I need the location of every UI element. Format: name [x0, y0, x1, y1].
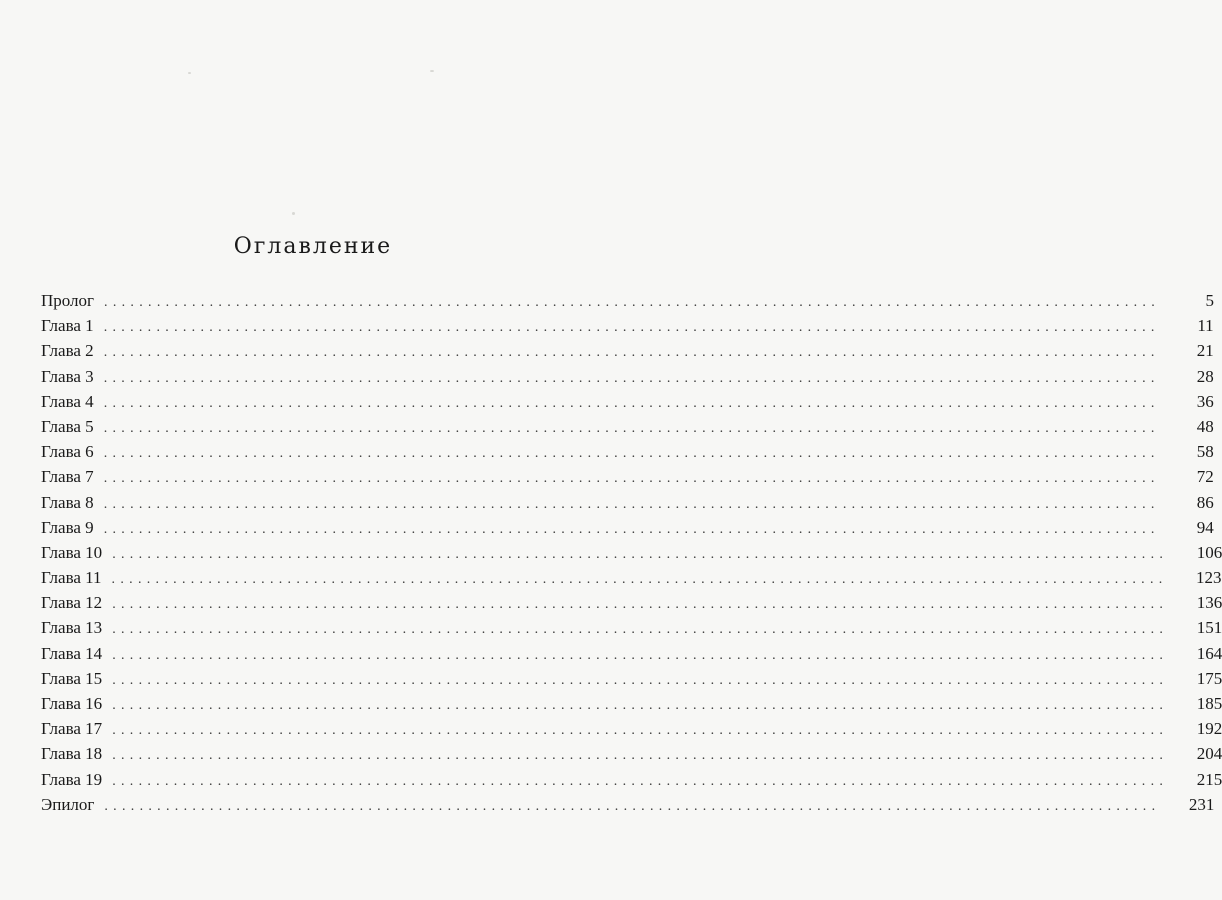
dot-leader: ........................................................................................................................: [103, 345, 1160, 361]
dot-leader: ........................................................................................................................: [104, 798, 1161, 814]
dot-leader: ........................................................................................................................: [103, 420, 1160, 436]
toc-entry[interactable]: [41, 464, 1214, 489]
toc-entry-page-number: 192: [1196, 719, 1222, 739]
toc-entry[interactable]: [41, 338, 1214, 363]
toc-entry[interactable]: [41, 439, 1214, 464]
dot-leader: ........................................................................................................................: [112, 622, 1169, 638]
dot-leader: ........................................................................................................................: [112, 723, 1169, 739]
toc-entry-label: Глава 19: [41, 769, 103, 789]
toc-list: [41, 288, 1222, 817]
toc-entry[interactable]: [41, 540, 1222, 565]
toc-entry-label: Глава 7: [41, 467, 94, 487]
toc-entry[interactable]: [41, 792, 1215, 817]
toc-entry-page-number: 185: [1196, 694, 1222, 713]
toc-entry-page-number: 48: [1196, 416, 1214, 436]
dot-leader: ........................................................................................................................: [103, 370, 1160, 386]
toc-entry[interactable]: [41, 288, 1215, 313]
toc-entry-page-number: 151: [1196, 618, 1222, 638]
toc-entry-label: Глава 8: [41, 492, 94, 512]
toc-entry-label: Глава 12: [41, 593, 103, 613]
toc-entry[interactable]: [41, 716, 1222, 741]
toc-entry-page-number: 231: [1188, 794, 1215, 814]
toc-entry-page-number: 123: [1196, 568, 1222, 588]
toc-entry[interactable]: [41, 741, 1222, 766]
toc-entry[interactable]: [41, 313, 1214, 338]
toc-entry[interactable]: [41, 389, 1214, 414]
toc-entry-label: Глава 16: [41, 694, 103, 713]
toc-entry-page-number: 136: [1196, 593, 1222, 613]
dot-leader: ........................................................................................................................: [103, 496, 1160, 512]
toc-entry-label: Глава 15: [41, 668, 103, 688]
toc-entry-label: Глава 14: [41, 643, 103, 663]
toc-entry-page-number: 86: [1196, 492, 1214, 512]
toc-entry-label: Эпилог: [41, 794, 95, 814]
toc-entry[interactable]: [41, 515, 1214, 540]
toc-entry-page-number: 5: [1205, 291, 1215, 310]
toc-entry[interactable]: [41, 691, 1222, 716]
dot-leader: ........................................................................................................................: [112, 597, 1169, 613]
toc-entry-label: Глава 11: [41, 568, 102, 588]
dot-leader: ........................................................................................................................: [111, 572, 1168, 588]
toc-entry-page-number: 72: [1196, 467, 1214, 487]
toc-entry[interactable]: [41, 641, 1222, 666]
toc-entry[interactable]: [41, 364, 1214, 389]
toc-entry-page-number: 106: [1196, 542, 1222, 562]
toc-entry-label: Глава 1: [41, 316, 94, 336]
toc-entry-page-number: 58: [1196, 442, 1214, 462]
dot-leader: ........................................................................................................................: [103, 521, 1160, 537]
dot-leader: ........................................................................................................................: [103, 395, 1160, 411]
toc-entry-label: Глава 10: [41, 542, 103, 562]
toc-entry-page-number: 175: [1196, 668, 1222, 688]
toc-entry-label: Глава 5: [41, 416, 94, 436]
toc-entry-page-number: 164: [1196, 643, 1222, 663]
toc-entry-page-number: 94: [1196, 517, 1214, 537]
dot-leader: ........................................................................................................................: [103, 320, 1160, 336]
toc-entry-label: Глава 4: [41, 391, 94, 411]
dot-leader: ........................................................................................................................: [103, 471, 1160, 487]
dot-leader: ........................................................................................................................: [112, 672, 1169, 688]
toc-entry[interactable]: [41, 666, 1222, 691]
toc-entry-page-number: 21: [1196, 341, 1214, 361]
toc-entry-label: Глава 18: [41, 744, 103, 764]
toc-entry-label: Глава 2: [41, 341, 94, 361]
paper-speck: [292, 212, 295, 215]
toc-entry-page-number: 215: [1196, 769, 1222, 789]
toc-entry-label: Пролог: [41, 291, 95, 310]
dot-leader: ........................................................................................................................: [112, 546, 1169, 562]
toc-entry-label: Глава 13: [41, 618, 103, 638]
paper-speck: [188, 72, 191, 74]
toc-entry-page-number: 36: [1196, 391, 1214, 411]
dot-leader: ........................................................................................................................: [112, 748, 1169, 764]
dot-leader: ........................................................................................................................: [103, 446, 1160, 462]
toc-entry[interactable]: [41, 565, 1222, 590]
toc-entry-label: Глава 3: [41, 366, 94, 386]
toc-title: Оглавление: [233, 234, 393, 259]
dot-leader: ........................................................................................................................: [112, 773, 1169, 789]
paper-speck: [430, 70, 434, 72]
toc-entry[interactable]: [41, 414, 1214, 439]
toc-entry[interactable]: [41, 767, 1222, 792]
dot-leader: ........................................................................................................................: [112, 698, 1169, 713]
toc-entry[interactable]: [41, 590, 1222, 615]
toc-entry-page-number: 28: [1196, 366, 1214, 386]
toc-entry-label: Глава 6: [41, 442, 94, 462]
toc-entry[interactable]: [41, 615, 1222, 640]
toc-entry-page-number: 204: [1196, 744, 1222, 764]
dot-leader: ........................................................................................................................: [104, 295, 1161, 310]
toc-entry-label: Глава 9: [41, 517, 94, 537]
toc-entry[interactable]: [41, 490, 1214, 515]
dot-leader: ........................................................................................................................: [112, 647, 1169, 663]
toc-entry-page-number: 11: [1197, 316, 1214, 336]
toc-entry-label: Глава 17: [41, 719, 103, 739]
